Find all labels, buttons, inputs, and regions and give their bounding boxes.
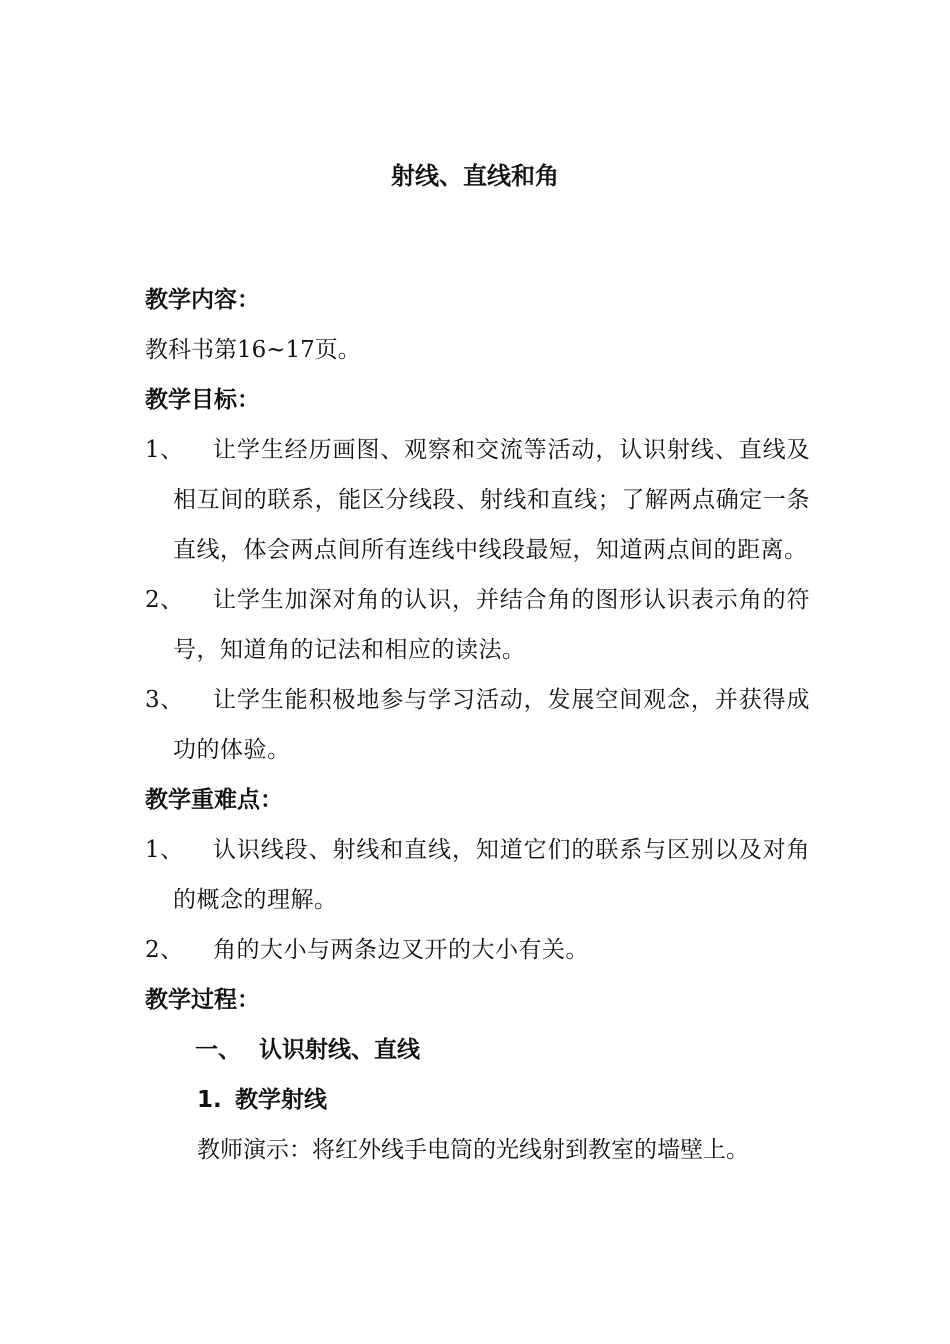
key-point-item [145,825,810,925]
goal-number: 2、 [145,587,184,613]
document-body [145,275,810,1175]
subsection-heading [145,1075,810,1125]
goal-item [145,575,810,675]
demo-text: 教师演示：将红外线手电筒的光线射到教室的墙壁上。 [197,1137,749,1163]
key-point-number: 1、 [145,837,184,863]
process-heading: 教学过程： [145,987,260,1013]
goal-text: 让学生能积极地参与学习活动，发展空间观念，并获得成功的体验。 [173,687,810,763]
key-point-item [145,925,810,975]
content-heading: 教学内容： [145,287,260,313]
section-heading [145,1025,810,1075]
key-points-heading: 教学重难点： [145,787,283,813]
key-point-text: 角的大小与两条边叉开的大小有关。 [213,937,589,963]
subsection-title: 教学射线 [235,1087,327,1113]
goal-text: 让学生经历画图、观察和交流等活动，认识射线、直线及相互间的联系，能区分线段、射线和直线；了解两点确定一条直线，体会两点间所有连线中线段最短，知道两点间的距离。 [173,437,810,563]
key-point-number: 2、 [145,937,184,963]
goal-item [145,675,810,775]
content-text: 教科书第16~17页。 [145,337,361,363]
key-point-text: 认识线段、射线和直线，知道它们的联系与区别以及对角的概念的理解。 [173,837,810,913]
goal-text: 让学生加深对角的认识，并结合角的图形认识表示角的符号，知道角的记法和相应的读法。 [173,587,810,663]
goal-item [145,425,810,575]
goal-number: 1、 [145,437,184,463]
subsection-number: 1. [197,1087,222,1113]
goal-number: 3、 [145,687,184,713]
section-number: 一、 [195,1037,241,1063]
section-title: 认识射线、直线 [259,1037,420,1063]
document-title: 射线、直线和角 [391,162,559,190]
goals-heading: 教学目标： [145,387,260,413]
